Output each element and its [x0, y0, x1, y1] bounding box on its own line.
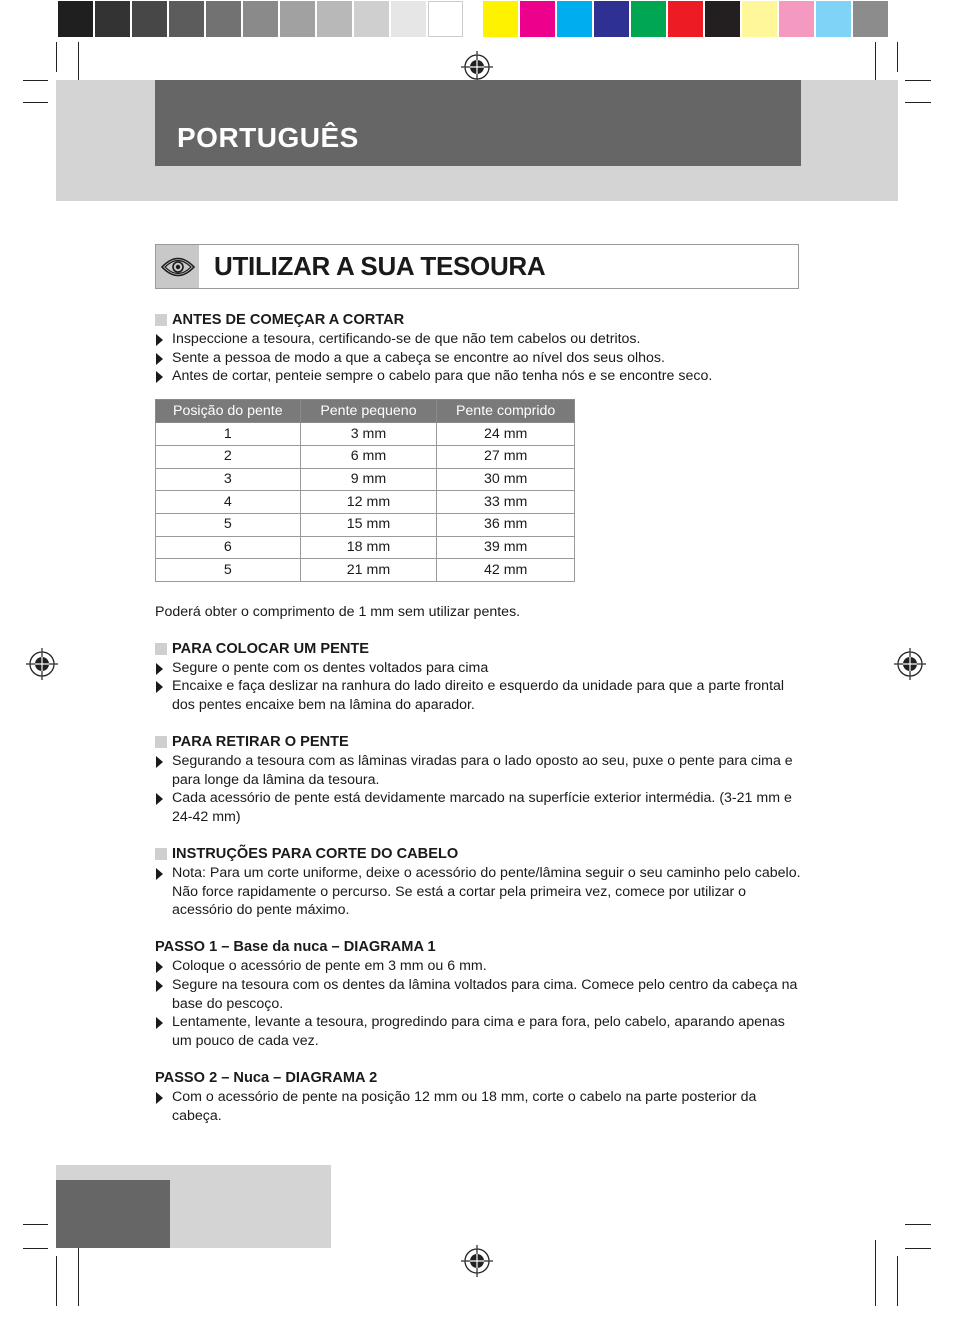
table-cell: 6 mm	[300, 445, 437, 468]
table-cell: 42 mm	[437, 559, 575, 582]
table-cell: 30 mm	[437, 468, 575, 491]
table-cell: 1	[156, 423, 301, 446]
table-row	[156, 423, 575, 446]
gray-swatch	[317, 1, 352, 37]
crop-mark	[23, 80, 48, 81]
table-cell: 24 mm	[437, 423, 575, 446]
color-swatch	[520, 1, 555, 37]
table-row	[156, 559, 575, 582]
list-item: Com o acessório de pente na posição 12 mm ou 18 mm, corte o cabelo na parte posterior da cabeça.	[155, 1088, 805, 1126]
list-item: Cada acessório de pente está devidamente marcado na superfície exterior intermédia. (3-21 mm e 24-42 mm)	[155, 789, 805, 827]
list-item: Segure na tesoura com os dentes da lâmina voltados para cima. Comece pelo centro da cabeça na base do pescoço.	[155, 976, 805, 1014]
table-header: Posição do pente	[156, 400, 301, 423]
table-cell: 39 mm	[437, 536, 575, 559]
list-item: Encaixe e faça deslizar na ranhura do lado direito e esquerdo da unidade para que a parte frontal dos pentes encaixe bem na lâmina do aparador.	[155, 677, 805, 715]
gray-swatch	[206, 1, 241, 37]
gray-swatch	[243, 1, 278, 37]
color-swatch	[594, 1, 629, 37]
crop-mark	[56, 42, 57, 72]
color-swatch	[705, 1, 740, 37]
table-cell: 3 mm	[300, 423, 437, 446]
list-item: Segurando a tesoura com as lâminas viradas para o lado oposto ao seu, puxe o pente para cima e para longe da lâmina da tesoura.	[155, 752, 805, 790]
heading-attach-comb: PARA COLOCAR UM PENTE	[155, 640, 805, 659]
crop-mark	[56, 1256, 57, 1306]
color-swatch	[816, 1, 851, 37]
gray-color-bar	[58, 1, 465, 37]
registration-mark-icon	[26, 648, 58, 680]
color-swatch	[668, 1, 703, 37]
color-bar	[483, 1, 890, 37]
table-cell: 15 mm	[300, 513, 437, 536]
gray-swatch	[354, 1, 389, 37]
crop-mark	[875, 1240, 876, 1306]
gray-swatch	[169, 1, 204, 37]
gray-swatch	[58, 1, 93, 37]
crop-mark	[905, 1248, 931, 1249]
section-title: UTILIZAR A SUA TESOURA	[214, 251, 546, 281]
page-number-tab	[56, 1180, 170, 1248]
color-swatch	[779, 1, 814, 37]
heading-before-cutting: ANTES DE COMEÇAR A CORTAR	[155, 311, 805, 330]
table-cell: 12 mm	[300, 491, 437, 514]
table-row	[156, 491, 575, 514]
crop-mark	[78, 1240, 79, 1306]
comb-table	[155, 399, 575, 582]
list-item: Inspeccione a tesoura, certificando-se de que não tem cabelos ou detritos.	[155, 330, 805, 349]
step2-list	[155, 1088, 805, 1126]
crop-mark	[23, 102, 48, 103]
gray-swatch	[132, 1, 167, 37]
main-content	[155, 311, 805, 1125]
list-item: Antes de cortar, penteie sempre o cabelo para que não tenha nós e se encontre seco.	[155, 367, 805, 386]
table-row	[156, 445, 575, 468]
gray-swatch	[280, 1, 315, 37]
table-cell: 9 mm	[300, 468, 437, 491]
note-1mm: Poderá obter o comprimento de 1 mm sem utilizar pentes.	[155, 604, 521, 620]
crop-mark	[23, 1248, 48, 1249]
heading-step1: PASSO 1 – Base da nuca – DIAGRAMA 1	[155, 939, 436, 956]
table-row	[156, 468, 575, 491]
list-item: Nota: Para um corte uniforme, deixe o acessório do pente/lâmina seguir o seu caminho pelo cabelo. Não force rapidamente o percurso. Se está a cortar pela primeira vez, comece por utilizar o acessório do pente máximo.	[155, 864, 805, 920]
table-cell: 5	[156, 513, 301, 536]
color-swatch	[631, 1, 666, 37]
table-row	[156, 536, 575, 559]
instructions-list	[155, 864, 805, 920]
crop-mark	[905, 80, 931, 81]
list-item: Sente a pessoa de modo a que a cabeça se encontre ao nível dos seus olhos.	[155, 349, 805, 368]
color-swatch	[853, 1, 888, 37]
table-cell: 3	[156, 468, 301, 491]
registration-mark-icon	[461, 51, 493, 83]
table-cell: 18 mm	[300, 536, 437, 559]
table-header: Pente pequeno	[300, 400, 437, 423]
table-row	[156, 513, 575, 536]
table-header: Pente comprido	[437, 400, 575, 423]
attach-comb-list	[155, 659, 805, 715]
table-cell: 27 mm	[437, 445, 575, 468]
remove-comb-list	[155, 752, 805, 827]
registration-mark-icon	[461, 1245, 493, 1277]
crop-mark	[897, 42, 898, 72]
registration-mark-icon	[894, 648, 926, 680]
crop-mark	[905, 1224, 931, 1225]
list-item: Coloque o acessório de pente em 3 mm ou 6 mm.	[155, 957, 805, 976]
table-cell: 33 mm	[437, 491, 575, 514]
table-cell: 36 mm	[437, 513, 575, 536]
eye-icon	[156, 245, 199, 288]
table-header-row	[156, 400, 575, 423]
page-title: PORTUGUÊS	[177, 122, 359, 153]
table-cell: 6	[156, 536, 301, 559]
color-swatch	[557, 1, 592, 37]
gray-swatch	[95, 1, 130, 37]
crop-mark	[23, 1224, 48, 1225]
list-item: Lentamente, levante a tesoura, progredindo para cima e para fora, pelo cabelo, aparando apenas um pouco de cada vez.	[155, 1013, 805, 1051]
table-cell: 4	[156, 491, 301, 514]
table-cell: 21 mm	[300, 559, 437, 582]
crop-mark	[905, 102, 931, 103]
list-item: Segure o pente com os dentes voltados para cima	[155, 659, 805, 678]
crop-mark	[897, 1256, 898, 1306]
table-cell: 5	[156, 559, 301, 582]
table-cell: 2	[156, 445, 301, 468]
heading-step2: PASSO 2 – Nuca – DIAGRAMA 2	[155, 1069, 378, 1086]
color-swatch	[483, 1, 518, 37]
section-header	[155, 244, 799, 289]
color-swatch	[742, 1, 777, 37]
heading-remove-comb: PARA RETIRAR O PENTE	[155, 733, 805, 752]
heading-instructions: INSTRUÇÕES PARA CORTE DO CABELO	[155, 845, 805, 864]
before-cutting-list	[155, 330, 805, 386]
step1-list	[155, 957, 805, 1051]
gray-swatch	[428, 1, 463, 37]
gray-swatch	[391, 1, 426, 37]
